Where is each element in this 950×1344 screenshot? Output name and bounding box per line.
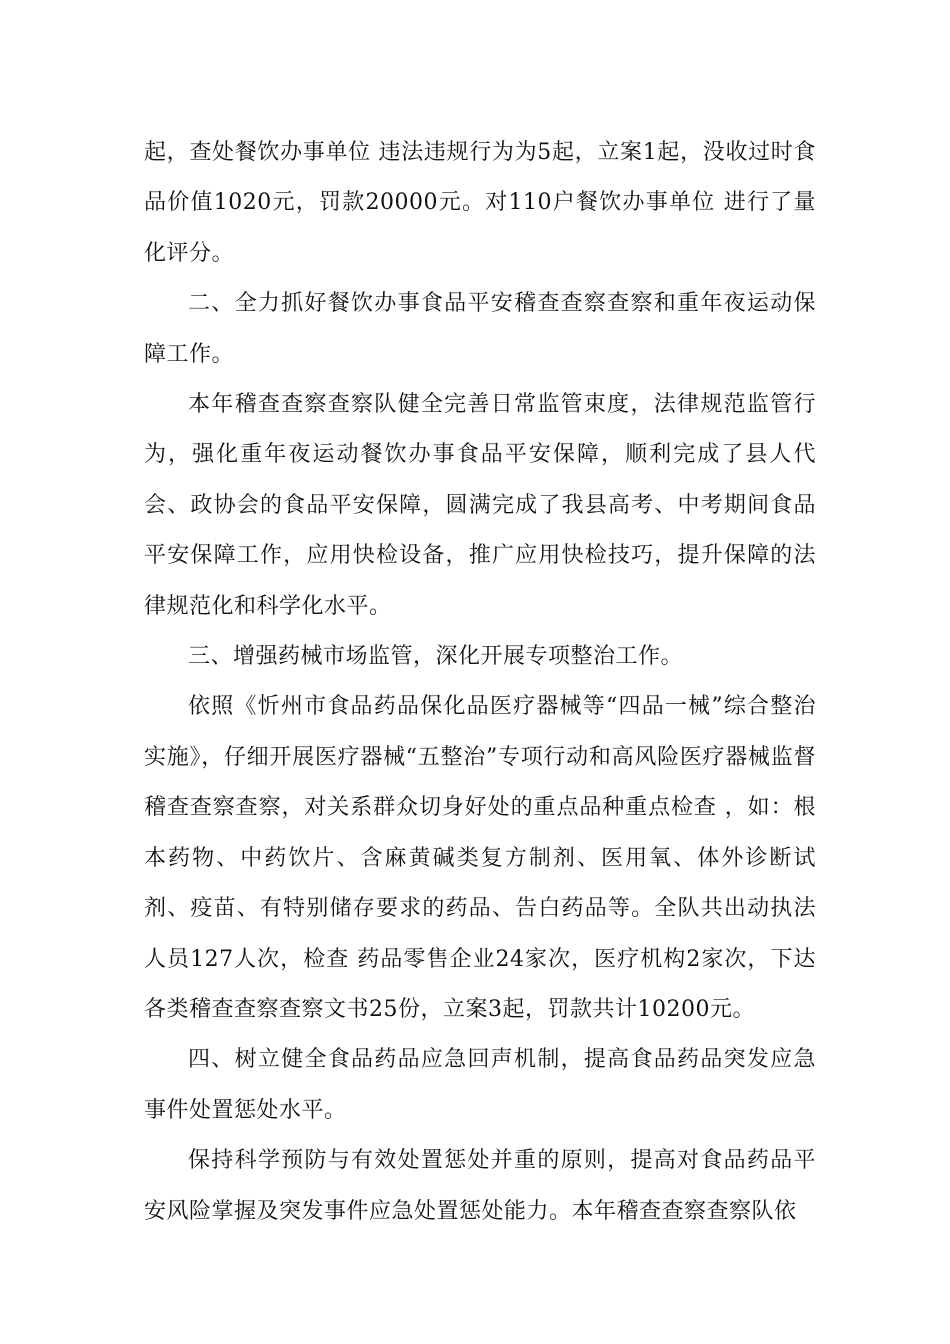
paragraph-section-3-body: 依照《忻州市食品药品保化品医疗器械等“四品一械”综合整治实施》，仔细开展医疗器械“五整治”专项行动和高风险医疗器械监督 稽查查察查察，对关系群众切身好处的重点品种重点检查 ，如：根本药物、中药饮片、含麻黄碱类复方制剂、医用氧、体外诊断试剂、疫苗、有特别储存要求的药品、告白药品等。全队共出动执法人员127人次，检查 药品零售企业24家次，医疗机构2家次，下达各类稽查查察查察文书25份，立案3起，罚款共计10200元。 <box>144 694 816 1022</box>
paragraph-section-4-body: 保持科学预防与有效处置惩处并重的原则，提高对食品药品平安风险掌握及突发事件应急处置惩处能力。本年稽查查察查察队依 <box>144 1148 816 1224</box>
section-heading-4: 四、树立健全食品药品应急回声机制，提高食品药品突发应急事件处置惩处水平。 <box>144 1047 816 1123</box>
section-heading-3: 三、增强药械市场监管，深化开展专项整治工作。 <box>188 644 684 670</box>
section-heading-2: 二、全力抓好餐饮办事食品平安稽查查察查察和重年夜运动保障工作。 <box>144 291 816 367</box>
document-body <box>144 128 816 1237</box>
paragraph-continuation: 起，查处餐饮办事单位 违法违规行为为5起，立案1起，没收过时食品价值1020元，罚款20000元。对110户餐饮办事单位 进行了量化评分。 <box>144 140 816 266</box>
paragraph-section-2-body: 本年稽查查察查察队健全完善日常监管束度，法律规范监管行为，强化重年夜运动餐饮办事食品平安保障，顺利完成了县人代会、政协会的食品平安保障，圆满完成了我县高考、中考期间食品平安保障工作，应用快检设备，推广应用快检技巧，提升保障的法律规范化和科学化水平。 <box>144 392 816 619</box>
